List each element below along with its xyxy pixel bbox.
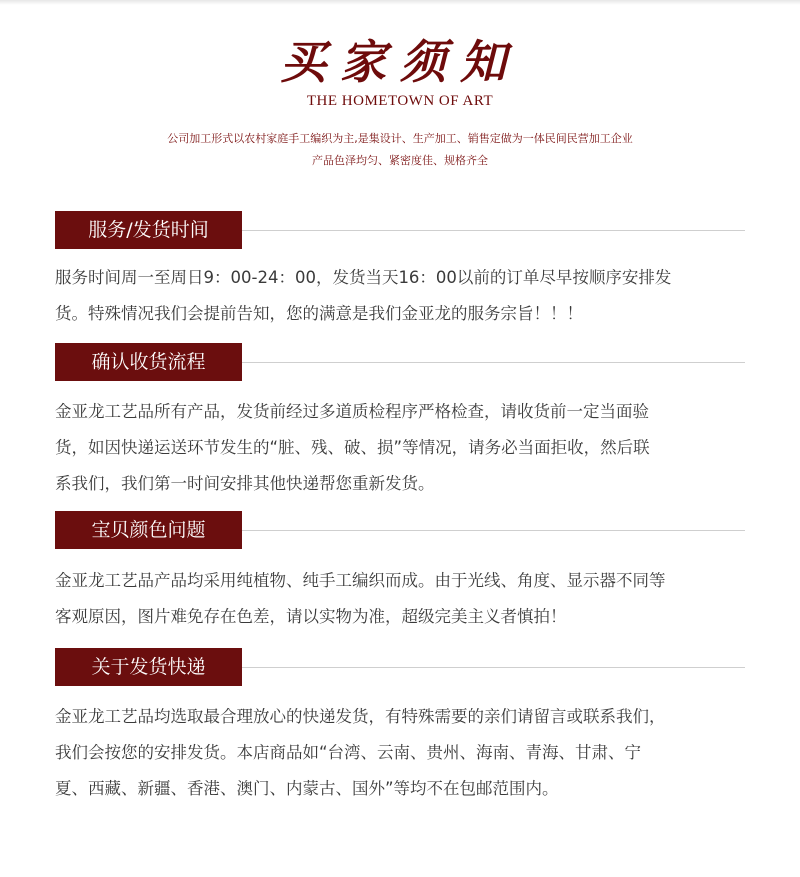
paragraph-line: 货。特殊情况我们会提前告知，您的满意是我们金亚龙的服务宗旨！！！ — [55, 304, 583, 323]
paragraph-line: 服务时间周一至周日9：00-24：00，发货当天16：00以前的订单尽早按顺序安排发 — [55, 268, 672, 287]
section-heading-receipt-process: 确认收货流程 — [55, 343, 242, 381]
section-divider — [242, 230, 745, 231]
paragraph-line: 夏、西藏、新疆、香港、澳门、内蒙古、国外”等均不在包邮范围内。 — [55, 779, 559, 798]
section-heading-shipping-courier: 关于发货快递 — [55, 648, 242, 686]
page-title: 买家须知 — [280, 35, 520, 89]
paragraph-line: 客观原因，图片难免存在色差，请以实物为准，超级完美主义者慎拍！ — [55, 607, 567, 626]
paragraph-line: 金亚龙工艺品所有产品，发货前经过多道质检程序严格检查，请收货前一定当面验 — [55, 402, 649, 421]
paragraph-line: 货，如因快递运送环节发生的“脏、残、破、损”等情况，请务必当面拒收，然后联 — [55, 438, 650, 457]
top-divider — [0, 0, 800, 5]
paragraph-line: 系我们，我们第一时间安排其他快递帮您重新发货。 — [55, 474, 435, 493]
page-subtitle: THE HOMETOWN OF ART — [306, 93, 494, 109]
section-heading-service-time: 服务/发货时间 — [55, 211, 242, 249]
intro-line: 产品色泽均匀、紧密度佳、规格齐全 — [312, 154, 488, 167]
section-heading-color-issue: 宝贝颜色问题 — [55, 511, 242, 549]
section-divider — [242, 530, 745, 531]
section-divider — [242, 362, 745, 363]
paragraph-line: 金亚龙工艺品均选取最合理放心的快递发货，有特殊需要的亲们请留言或联系我们， — [55, 707, 666, 726]
intro-line: 公司加工形式以农村家庭手工编织为主,是集设计、生产加工、销售定做为一体民间民营加工企业 — [167, 132, 633, 145]
section-divider — [242, 667, 745, 668]
paragraph-line: 金亚龙工艺品产品均采用纯植物、纯手工编织而成。由于光线、角度、显示器不同等 — [55, 571, 666, 590]
paragraph-line: 我们会按您的安排发货。本店商品如“台湾、云南、贵州、海南、青海、甘肃、宁 — [55, 743, 642, 762]
